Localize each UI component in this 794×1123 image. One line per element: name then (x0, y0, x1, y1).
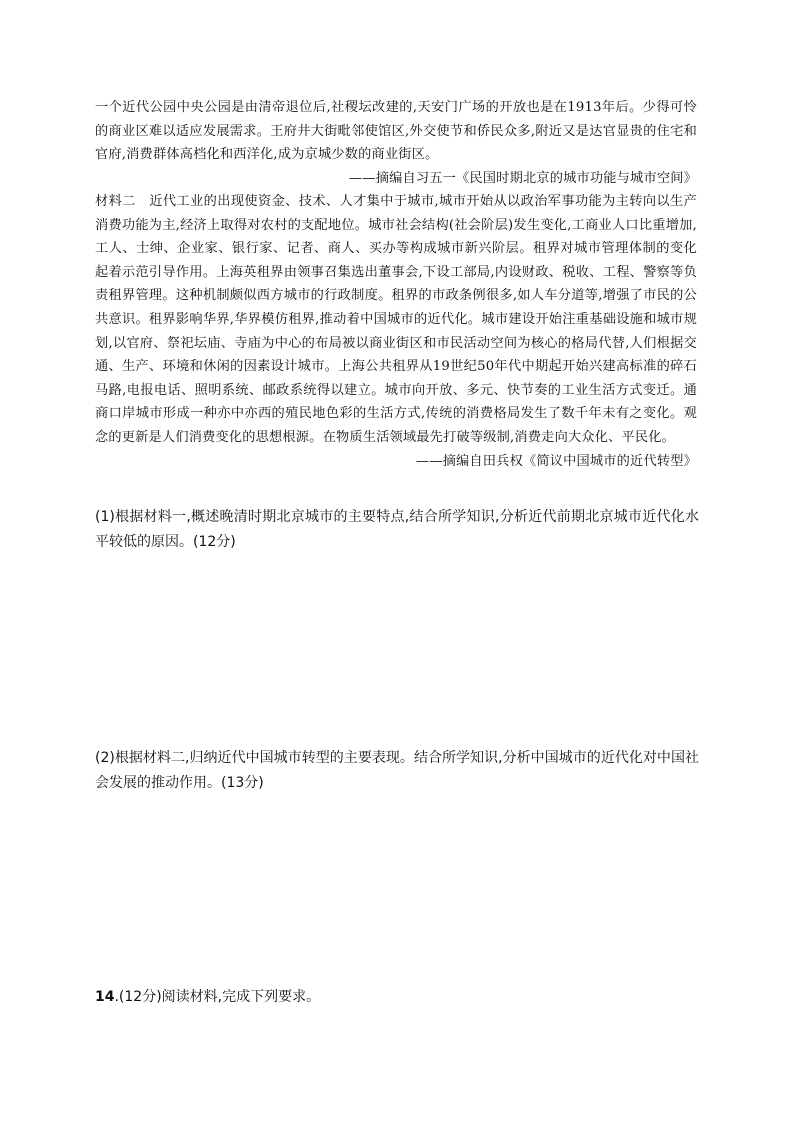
question-14-number: 14 (95, 989, 115, 1005)
question-1 (95, 505, 699, 555)
question-14-heading (95, 985, 699, 1010)
material-two-source: ——摘编自田兵权《简议中国城市的近代转型》 (415, 453, 697, 469)
material-one-source: ——摘编自习五一《民国时期北京的城市功能与城市空间》 (348, 170, 697, 186)
material-two-paragraph (95, 190, 697, 450)
material-two-block (95, 190, 697, 473)
material-two-text: 近代工业的出现使资金、技术、人才集中于城市,城市开始从以政治军事功能为主转向以生产消费功能为主,经济上取得对农村的支配地位。城市社会结构(社会阶层)发生变化,工商业人口比重增加,工人、士绅、企业家、银行家、记者、商人、买办等构成城市新兴阶层。租界对城市管理体制的变化起着示范引导作用。上海英租界由领事召集选出董事会,下设工部局,内设财政、税收、工程、警察等负责租界管理。这种机制颇似西方城市的行政制度。租界的市政条例很多,如人车分道等,增强了市民的公共意识。租界影响华界,华界模仿租界,推动着中国城市的近代化。城市建设开始注重基础设施和城市规划,以官府、祭祀坛庙、寺庙为中心的布局被以商业街区和市民活动空间为核心的格局代替,人们根据交通、生产、环境和休闲的因素设计城市。上海公共租界从19世纪50年代中期起开始兴建高标准的碎石马路,电报电话、照明系统、邮政系统得以建立。城市向开放、多元、快节奏的工业生活方式变迁。通商口岸城市形成一种亦中亦西的殖民地色彩的生活方式,传统的消费格局发生了数千年未有之变化。观念的更新是人们消费变化的思想根源。在物质生活领域最先打破等级制,消费走向大众化、平民化。 (95, 194, 698, 445)
material-one-block (95, 96, 697, 190)
material-two-label: 材料二 (95, 194, 136, 209)
material-one-continuation: 一个近代公园中央公园是由清帝退位后,社稷坛改建的,天安门广场的开放也是在1913年后。少得可怜的商业区难以适应发展需求。王府井大街毗邻使馆区,外交使节和侨民众多,附近又是达官显贵的住宅和官府,消费群体高档化和西洋化,成为京城少数的商业街区。 (95, 100, 697, 163)
question-1-text: (1)根据材料一,概述晚清时期北京城市的主要特点,结合所学知识,分析近代前期北京城市近代化水平较低的原因。(12分) (95, 509, 699, 550)
question-2-text: (2)根据材料二,归纳近代中国城市转型的主要表现。结合所学知识,分析中国城市的近代化对中国社会发展的推动作用。(13分) (95, 750, 699, 791)
question-14-text: .(12分)阅读材料,完成下列要求。 (114, 989, 321, 1005)
question-14-line (95, 985, 699, 1010)
question-2 (95, 746, 699, 796)
